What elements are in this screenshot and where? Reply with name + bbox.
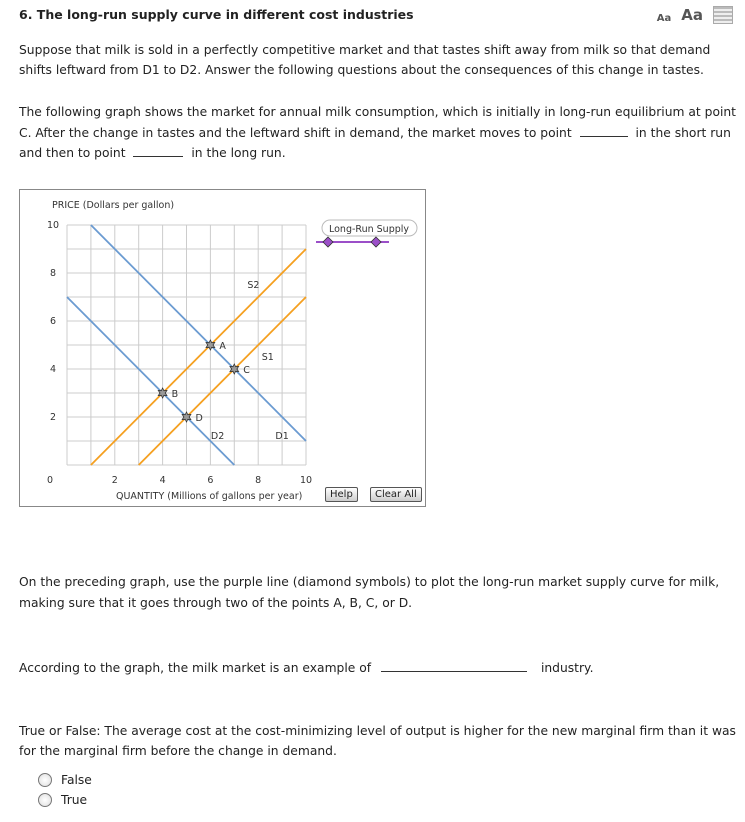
y-tick-label: 6 (49, 316, 57, 327)
chart-svg[interactable] (20, 190, 427, 508)
x-axis-label: QUANTITY (Millions of gallons per year) (116, 491, 303, 502)
help-button[interactable]: Help (325, 487, 358, 502)
curve-label-d2: D2 (210, 431, 225, 443)
intro-line-2: shifts leftward from D1 to D2. Answer the following questions about the consequences of this change in tastes. (19, 63, 704, 77)
font-small-button[interactable]: Aa (656, 13, 672, 24)
curve-label-s2: S2 (247, 280, 260, 291)
curve-label-d1: D1 (275, 431, 289, 443)
curve-label-s1: S1 (261, 352, 274, 363)
curve-d1 (91, 225, 306, 441)
q3-line (19, 657, 593, 678)
printer-icon[interactable] (713, 6, 733, 24)
x-tick-label: 10 (299, 475, 313, 486)
supply-demand-graph[interactable] (19, 189, 426, 507)
y-tick-label: 8 (49, 268, 57, 279)
industry-type-dropdown[interactable] (381, 657, 527, 672)
q2-line-2: making sure that it goes through two of the points A, B, C, or D. (19, 596, 413, 610)
question-title: 6. The long-run supply curve in different cost industries (19, 7, 414, 22)
q1-line-2 (19, 122, 731, 143)
x-tick-label: 6 (207, 475, 214, 486)
q1-text: and then to point (19, 146, 126, 160)
diamond-handle-icon[interactable] (323, 237, 333, 247)
point-label-b: B (171, 389, 179, 400)
radio-label: True (61, 793, 88, 807)
q4-line-1: True or False: The average cost at the cost-minimizing level of output is higher for the new marginal firm than it was (19, 724, 736, 738)
q1-text: C. After the change in tastes and the leftward shift in demand, the market moves to point (19, 126, 572, 140)
radio-button[interactable] (38, 793, 52, 807)
q3-text: According to the graph, the milk market is an example of (19, 661, 372, 675)
y-axis-label: PRICE (Dollars per gallon) (52, 200, 175, 211)
clear-all-button[interactable]: Clear All (370, 487, 422, 502)
long-run-point-dropdown[interactable] (133, 142, 183, 157)
q1-line-3 (19, 142, 286, 163)
toolbar (657, 6, 733, 24)
short-run-point-dropdown[interactable] (580, 122, 628, 137)
y-tick-label: 2 (49, 412, 57, 423)
legend-label: Long-Run Supply (328, 224, 410, 235)
curve-d2 (67, 297, 234, 465)
q2-line-1: On the preceding graph, use the purple line (diamond symbols) to plot the long-run market supply curve for milk, (19, 575, 720, 589)
x-tick-label: 2 (111, 475, 118, 486)
q4-line-2: for the marginal firm before the change in demand. (19, 744, 337, 758)
x-tick-label: 8 (255, 475, 262, 486)
intro-line-1: Suppose that milk is sold in a perfectly competitive market and that tastes shift away from milk so that demand (19, 43, 711, 57)
radio-label: False (61, 773, 92, 787)
diamond-handle-icon[interactable] (371, 237, 381, 247)
radio-button[interactable] (38, 773, 52, 787)
x-tick-label: 4 (159, 475, 166, 486)
point-label-a: A (219, 341, 226, 352)
radio-true[interactable] (38, 793, 87, 807)
point-label-c: C (243, 365, 250, 376)
x-tick-label: 0 (46, 475, 54, 486)
q1-line-1: The following graph shows the market for annual milk consumption, which is initially in long-run equilibrium at point (19, 105, 737, 119)
q3-text: industry. (540, 661, 594, 675)
y-tick-label: 10 (46, 220, 60, 231)
font-large-button[interactable]: Aa (681, 6, 703, 24)
point-label-d: D (195, 413, 203, 424)
y-tick-label: 4 (49, 364, 57, 375)
radio-false[interactable] (38, 773, 92, 787)
q1-text: in the long run. (191, 146, 286, 160)
q1-text: in the short run (635, 126, 731, 140)
